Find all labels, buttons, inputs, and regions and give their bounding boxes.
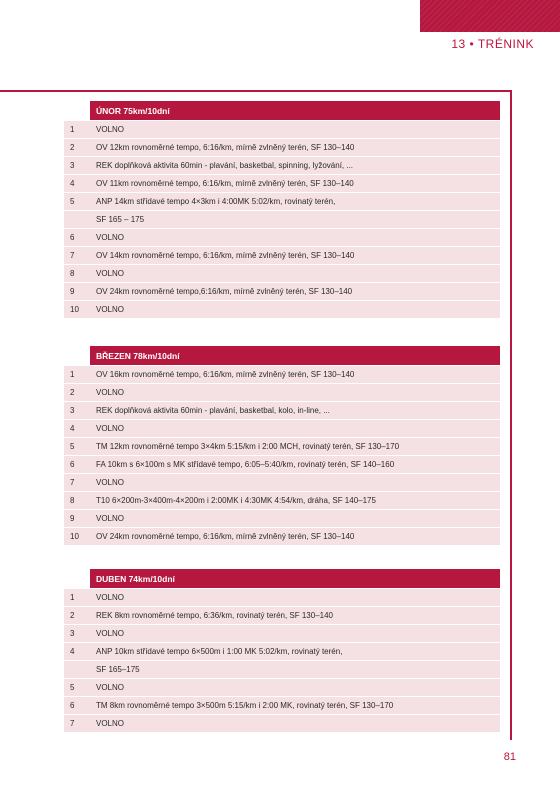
table-row bbox=[64, 247, 500, 265]
workout-description: VOLNO bbox=[90, 625, 500, 643]
workout-description: FA 10km s 6×100m s MK střídavé tempo, 6:05–5:40/km, rovinatý terén, SF 140–160 bbox=[90, 456, 500, 474]
workout-description: T10 6×200m-3×400m-4×200m i 2:00MK i 4:30MK 4:54/km, dráha, SF 140–175 bbox=[90, 492, 500, 510]
table-row bbox=[64, 402, 500, 420]
day-number: 10 bbox=[64, 301, 90, 319]
table-row bbox=[64, 139, 500, 157]
day-number: 6 bbox=[64, 697, 90, 715]
day-number: 9 bbox=[64, 283, 90, 301]
day-number: 2 bbox=[64, 139, 90, 157]
day-number: 3 bbox=[64, 402, 90, 420]
table-row bbox=[64, 661, 500, 679]
workout-description: REK doplňková aktivita 60min - plavání, basketbal, spinning, lyžování, ... bbox=[90, 157, 500, 175]
day-number: 2 bbox=[64, 607, 90, 625]
day-number: 9 bbox=[64, 510, 90, 528]
table-row bbox=[64, 175, 500, 193]
table-row bbox=[64, 679, 500, 697]
day-number: 1 bbox=[64, 589, 90, 607]
corner-decoration bbox=[420, 0, 560, 32]
table-row bbox=[64, 492, 500, 510]
month-title: ÚNOR 75km/10dní bbox=[90, 101, 500, 121]
month-title: BŘEZEN 78km/10dní bbox=[90, 346, 500, 366]
day-number: 1 bbox=[64, 366, 90, 384]
table-row bbox=[64, 510, 500, 528]
table-row bbox=[64, 366, 500, 384]
workout-description: ANP 10km střídavé tempo 6×500m i 1:00 MK 5:02/km, rovinatý terén, bbox=[90, 643, 500, 661]
header-spacer bbox=[64, 346, 90, 366]
workout-description: OV 11km rovnoměrné tempo, 6:16/km, mírně zvlněný terén, SF 130–140 bbox=[90, 175, 500, 193]
day-number bbox=[64, 211, 90, 229]
table-row bbox=[64, 697, 500, 715]
workout-description: REK 8km rovnoměrné tempo, 6:36/km, rovinatý terén, SF 130–140 bbox=[90, 607, 500, 625]
header-spacer bbox=[64, 101, 90, 121]
table-row bbox=[64, 715, 500, 733]
workout-description: ANP 14km střídavé tempo 4×3km i 4:00MK 5:02/km, rovinatý terén, bbox=[90, 193, 500, 211]
table-row bbox=[64, 456, 500, 474]
table-row bbox=[64, 420, 500, 438]
day-number bbox=[64, 661, 90, 679]
table-row bbox=[64, 193, 500, 211]
day-number: 2 bbox=[64, 384, 90, 402]
table-row bbox=[64, 265, 500, 283]
day-number: 4 bbox=[64, 175, 90, 193]
frame-right-line bbox=[510, 90, 512, 740]
day-number: 6 bbox=[64, 456, 90, 474]
frame-top-line bbox=[0, 90, 512, 92]
day-number: 7 bbox=[64, 474, 90, 492]
day-number: 7 bbox=[64, 715, 90, 733]
workout-description: OV 24km rovnoměrné tempo, 6:16/km, mírně zvlněný terén, SF 130–140 bbox=[90, 528, 500, 546]
workout-description: VOLNO bbox=[90, 474, 500, 492]
workout-description: VOLNO bbox=[90, 679, 500, 697]
workout-description: SF 165 – 175 bbox=[90, 211, 500, 229]
table-row bbox=[64, 211, 500, 229]
day-number: 4 bbox=[64, 420, 90, 438]
day-number: 6 bbox=[64, 229, 90, 247]
day-number: 5 bbox=[64, 438, 90, 456]
workout-description: OV 14km rovnoměrné tempo, 6:16/km, mírně zvlněný terén, SF 130–140 bbox=[90, 247, 500, 265]
workout-description: VOLNO bbox=[90, 265, 500, 283]
table-row bbox=[64, 301, 500, 319]
training-table-apr bbox=[64, 569, 500, 733]
table-header-row bbox=[64, 346, 500, 366]
training-table-feb bbox=[64, 101, 500, 319]
table-row bbox=[64, 157, 500, 175]
day-number: 8 bbox=[64, 265, 90, 283]
month-title: DUBEN 74km/10dní bbox=[90, 569, 500, 589]
table-header-row bbox=[64, 569, 500, 589]
workout-description: VOLNO bbox=[90, 510, 500, 528]
table-header-row bbox=[64, 101, 500, 121]
day-number: 3 bbox=[64, 625, 90, 643]
workout-description: TM 8km rovnoměrné tempo 3×500m 5:15/km i 2:00 MK, rovinatý terén, SF 130–170 bbox=[90, 697, 500, 715]
workout-description: VOLNO bbox=[90, 589, 500, 607]
table-row bbox=[64, 384, 500, 402]
training-table-mar bbox=[64, 346, 500, 546]
table-row bbox=[64, 625, 500, 643]
table-row bbox=[64, 528, 500, 546]
table-row bbox=[64, 607, 500, 625]
workout-description: VOLNO bbox=[90, 301, 500, 319]
workout-description: VOLNO bbox=[90, 229, 500, 247]
day-number: 3 bbox=[64, 157, 90, 175]
table-row bbox=[64, 229, 500, 247]
table-row bbox=[64, 589, 500, 607]
workout-description: TM 12km rovnoměrné tempo 3×4km 5:15/km i 2:00 MCH, rovinatý terén, SF 130–170 bbox=[90, 438, 500, 456]
workout-description: OV 24km rovnoměrné tempo,6:16/km, mírně zvlněný terén, SF 130–140 bbox=[90, 283, 500, 301]
workout-description: SF 165–175 bbox=[90, 661, 500, 679]
workout-description: VOLNO bbox=[90, 121, 500, 139]
workout-description: VOLNO bbox=[90, 384, 500, 402]
page-number: 81 bbox=[503, 751, 516, 763]
header-spacer bbox=[64, 569, 90, 589]
day-number: 5 bbox=[64, 193, 90, 211]
day-number: 8 bbox=[64, 492, 90, 510]
day-number: 5 bbox=[64, 679, 90, 697]
day-number: 1 bbox=[64, 121, 90, 139]
table-row bbox=[64, 121, 500, 139]
workout-description: OV 16km rovnoměrné tempo, 6:16/km, mírně zvlněný terén, SF 130–140 bbox=[90, 366, 500, 384]
table-row bbox=[64, 474, 500, 492]
table-row bbox=[64, 283, 500, 301]
day-number: 10 bbox=[64, 528, 90, 546]
day-number: 7 bbox=[64, 247, 90, 265]
table-row bbox=[64, 643, 500, 661]
section-header: 13 • TRÉNINK bbox=[451, 37, 534, 51]
workout-description: VOLNO bbox=[90, 420, 500, 438]
workout-description: REK doplňková aktivita 60min - plavání, basketbal, kolo, in-line, ... bbox=[90, 402, 500, 420]
table-row bbox=[64, 438, 500, 456]
workout-description: VOLNO bbox=[90, 715, 500, 733]
workout-description: OV 12km rovnoměrné tempo, 6:16/km, mírně zvlněný terén, SF 130–140 bbox=[90, 139, 500, 157]
day-number: 4 bbox=[64, 643, 90, 661]
